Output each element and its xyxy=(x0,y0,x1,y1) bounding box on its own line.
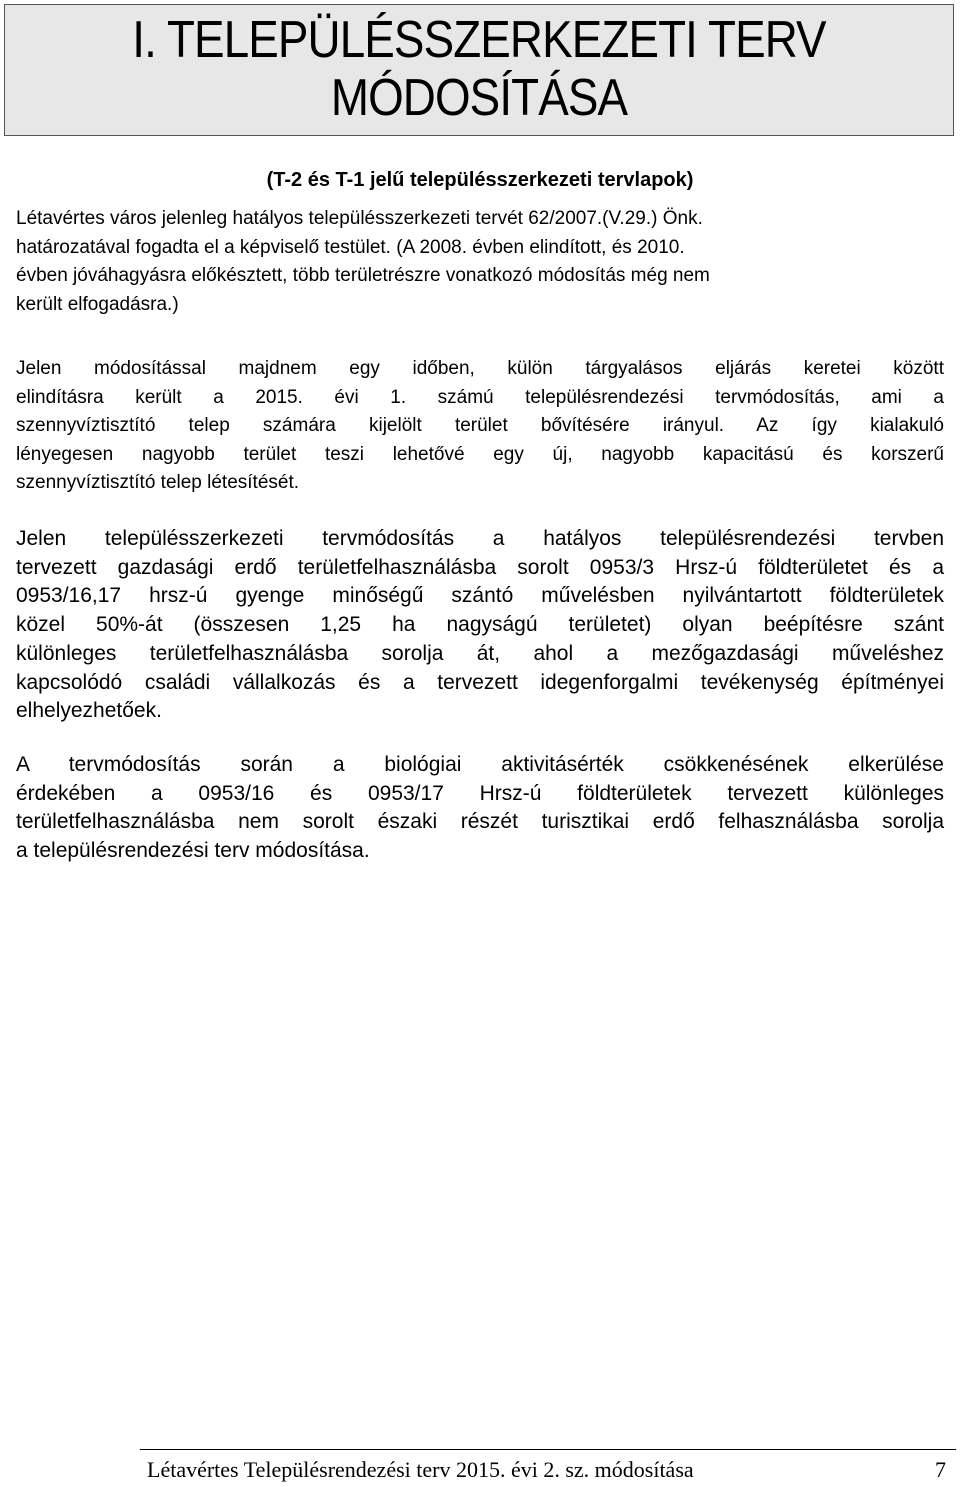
paragraph-line: Jelen településszerkezeti tervmódosítás a hatályos településrendezési tervben xyxy=(16,527,944,550)
paragraph-line: elindításra került a 2015. évi 1. számú településrendezési tervmódosítás, ami a xyxy=(16,386,944,408)
subtitle: (T-2 és T-1 jelű településszerkezeti tervlapok) xyxy=(266,169,694,191)
page-title-line-1: I. TELEPÜLÉSSZERKEZETI TERV xyxy=(132,11,826,69)
paragraph-line: szennyvíztisztító telep számára kijelölt terület bővítésére irányul. Az így kialakuló xyxy=(16,415,944,436)
paragraph-3 xyxy=(16,525,944,726)
paragraph-line: tervezett gazdasági erdő területfelhasználásba sorolt 0953/3 Hrsz-ú földterületet és a xyxy=(16,555,944,579)
paragraph-line: Jelen módosítással majdnem egy időben, külön tárgyalásos eljárás keretei között xyxy=(16,358,944,379)
paragraph-line: különleges területfelhasználásba sorolja át, ahol a mezőgazdasági műveléshez xyxy=(16,641,944,665)
paragraph-line: közel 50%-át (összesen 1,25 ha nagyságú területet) olyan beépítésre szánt xyxy=(16,613,944,637)
paragraph-line: határozatával fogadta el a képviselő testület. (A 2008. évben elindított, és 2010. xyxy=(16,236,685,258)
paragraph-line: szennyvíztisztító telep létesítését. xyxy=(16,472,300,493)
page-number: 7 xyxy=(935,1457,946,1482)
paragraph-1 xyxy=(16,205,944,319)
footer-text: Létavértes Településrendezési terv 2015. évi 2. sz. módosítása xyxy=(147,1457,694,1482)
paragraph-4 xyxy=(16,751,944,866)
paragraph-line: évben jóváhagyásra előkésztett, több területrészre vonatkozó módosítás még nem xyxy=(16,265,710,286)
paragraph-line: Létavértes város jelenleg hatályos településszerkezeti tervét 62/2007.(V.29.) Önk. xyxy=(16,208,703,229)
title-box xyxy=(4,4,954,136)
paragraph-2 xyxy=(16,355,944,498)
paragraph-line: kapcsolódó családi vállalkozás és a tervezett idegenforgalmi tevékenység építményei xyxy=(16,670,944,694)
paragraph-line: került elfogadásra.) xyxy=(16,293,179,315)
paragraph-line: elhelyezhetőek. xyxy=(16,699,162,723)
paragraph-line: a településrendezési terv módosítása. xyxy=(16,839,370,863)
footer-divider xyxy=(140,1449,956,1450)
paragraph-line: lényegesen nagyobb terület teszi lehetővé egy új, nagyobb kapacitású és korszerű xyxy=(16,443,944,465)
paragraph-line: A tervmódosítás során a biológiai aktivitásérték csökkenésének elkerülése xyxy=(16,753,944,776)
paragraph-line: 0953/16,17 hrsz-ú gyenge minőségű szántó művelésben nyilvántartott földterületek xyxy=(16,584,944,608)
page-title-line-2: MÓDOSÍTÁSA xyxy=(330,69,628,127)
paragraph-line: területfelhasználásba nem sorolt északi részét turisztikai erdő felhasználásba sorolja xyxy=(16,810,944,834)
paragraph-line: érdekében a 0953/16 és 0953/17 Hrsz-ú földterületek tervezett különleges xyxy=(16,781,944,805)
